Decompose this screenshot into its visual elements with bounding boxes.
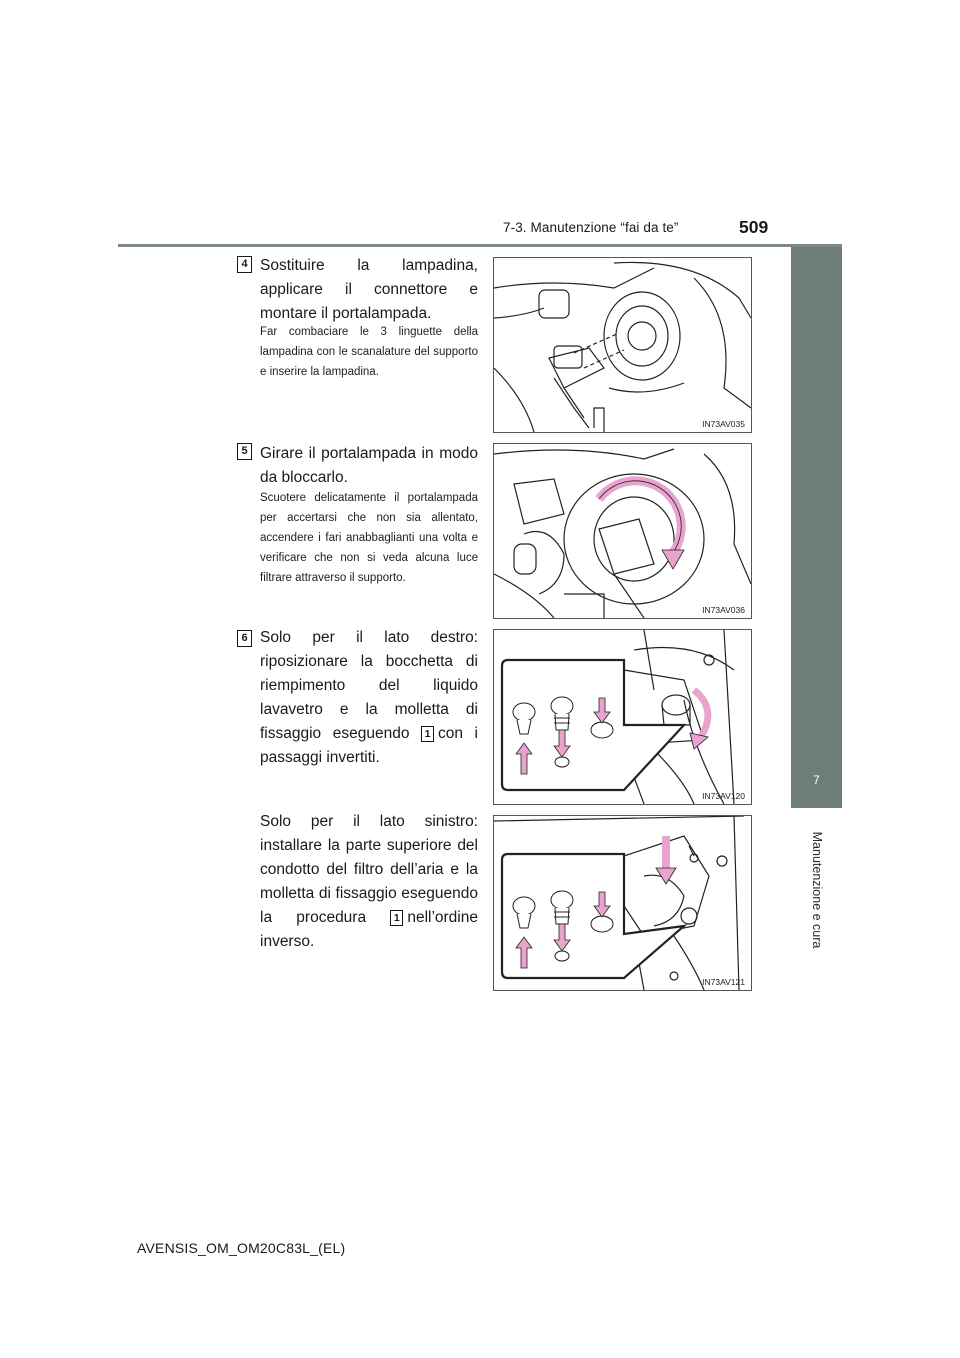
figure-air-duct [493,815,752,991]
page-number: 509 [739,217,769,237]
step-4-text: Sostituire la lampadina, applicare il connettore e montare il portalampada. [260,257,478,322]
step-left-text-end: nell’ordine inverso. [260,909,478,950]
step-5-text: Girare il portalampada in modo da bloccarlo. [260,445,478,486]
step-6-text [260,626,478,770]
step-6-text-end: con i passaggi invertiti. [260,725,479,766]
step-6-text-main: Solo per il lato destro: riposizionare la bocchetta di riempimento del liquido lavavetro e la molletta di fissaggio eseguendo [260,629,478,742]
step-ref-box: 1 [390,910,403,926]
figure-code: IN73AV120 [702,791,745,801]
step-left-text-main: Solo per il lato sinistro: installare la parte superiore del condotto del filtro dell’aria e la molletta di fissaggio eseguendo la procedura [260,813,478,926]
figure-bulb-lock [493,443,752,619]
section-title: 7-3. Manutenzione “fai da te” [503,220,679,235]
figure-bulb-insert [493,257,752,433]
step-left-text [260,810,478,954]
step-4-note: Far combaciare le 3 linguette della lampadina con le scanalature del supporto e inserire la lampadina. [260,326,478,378]
chapter-title: Manutenzione e cura [810,831,824,949]
bulb-lock-illustration [494,444,751,618]
step-6-number: 6 [237,630,252,647]
washer-nozzle-illustration [494,630,751,804]
figure-washer-nozzle [493,629,752,805]
chapter-tab [791,247,842,752]
step-5-number: 5 [237,443,252,460]
header-rule [118,244,842,247]
figure-code: IN73AV035 [702,419,745,429]
figure-code: IN73AV036 [702,605,745,615]
air-duct-illustration [494,816,751,990]
step-ref-box: 1 [421,726,434,742]
step-4-number: 4 [237,256,252,273]
bulb-insert-illustration [494,258,751,432]
step-5-note: Scuotere delicatamente il portalampada per accertarsi che non sia allentato, accendere i fari anabbaglianti una volta e verificare che non si veda alcuna luce filtrare attraverso il supporto. [260,492,478,584]
chapter-number: 7 [791,752,842,808]
figure-code: IN73AV121 [702,977,745,987]
document-code: AVENSIS_OM_OM20C83L_(EL) [137,1240,346,1256]
